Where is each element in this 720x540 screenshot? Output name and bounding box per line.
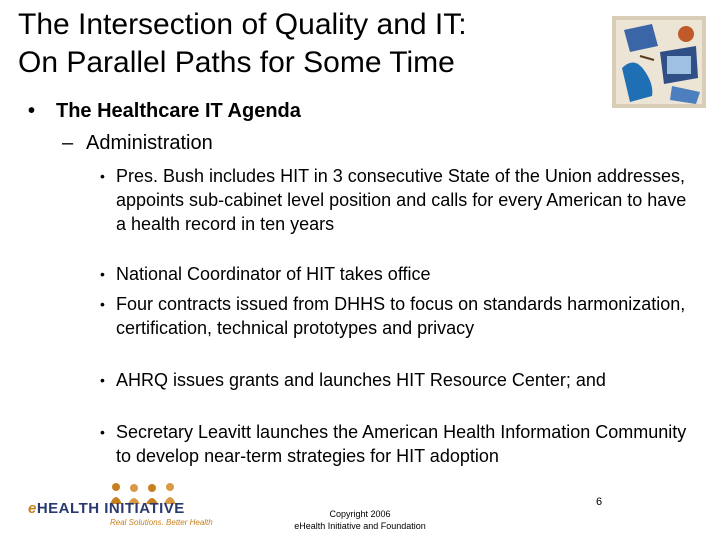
- bullet-marker: •: [100, 424, 105, 440]
- bullet-marker: •: [28, 100, 36, 122]
- bullet-level1-text: The Healthcare IT Agenda: [56, 100, 301, 122]
- bullet-marker: •: [100, 372, 105, 388]
- list-item-text: AHRQ issues grants and launches HIT Resource Center; and: [116, 370, 606, 390]
- footer: [250, 508, 470, 532]
- logo-e: e: [28, 500, 37, 517]
- list-item: [100, 262, 700, 286]
- bullet-marker: •: [100, 266, 105, 282]
- bullet-level2-text: Administration: [86, 132, 213, 154]
- list-item: [100, 292, 700, 340]
- list-item: [100, 368, 700, 392]
- logo-tagline: Real Solutions. Better Health: [110, 518, 213, 527]
- bullet-marker: •: [100, 168, 105, 184]
- list-item-text: National Coordinator of HIT takes office: [116, 264, 431, 284]
- list-item-text: Pres. Bush includes HIT in 3 consecutive State of the Union addresses, appoints sub-cabinet level position and calls for every American to have a health record in ten years: [116, 166, 687, 234]
- logo-wordmark: [28, 500, 185, 517]
- copyright-text: Copyright 2006: [329, 509, 391, 519]
- logo-name: HEALTH INITIATIVE: [36, 500, 185, 517]
- computer-clipart-icon: [612, 16, 706, 108]
- dash-marker: –: [62, 132, 74, 154]
- list-item-text: Four contracts issued from DHHS to focus on standards harmonization, certification, technical prototypes and privacy: [116, 294, 686, 338]
- title-line-1: The Intersection of Quality and IT:: [18, 8, 467, 41]
- ehealth-initiative-logo: [28, 482, 228, 532]
- title-line-2: On Parallel Paths for Some Time: [18, 46, 455, 79]
- bullet-marker: •: [100, 296, 105, 312]
- list-item: [100, 420, 700, 468]
- page-number: 6: [596, 496, 603, 508]
- slide-title: [18, 6, 588, 82]
- organization-text: eHealth Initiative and Foundation: [294, 521, 426, 531]
- list-item-text: Secretary Leavitt launches the American Health Information Community to develop near-term strategies for HIT adoption: [116, 422, 687, 466]
- list-item: [100, 164, 700, 236]
